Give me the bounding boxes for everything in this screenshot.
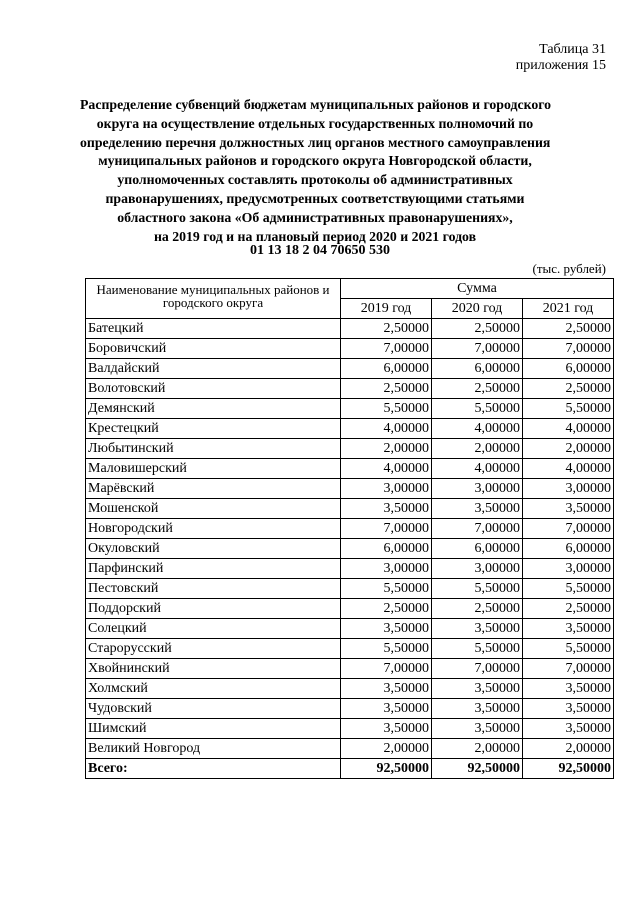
amount-cell-2020: 7,00000 — [432, 339, 523, 359]
title-line: на 2019 год и на плановый период 2020 и 2021 годов — [153, 228, 477, 244]
amount-cell-2020: 2,50000 — [432, 599, 523, 619]
district-name-cell: Пестовский — [86, 579, 341, 599]
title-line: муниципальных районов и городского округа Новгородской области, — [98, 153, 532, 169]
district-name-cell: Валдайский — [86, 359, 341, 379]
total-row — [86, 759, 614, 779]
amount-cell-2021: 3,50000 — [523, 719, 614, 739]
district-name-cell: Марёвский — [86, 479, 341, 499]
table-number: Таблица 31 — [539, 42, 606, 57]
amount-cell-2019: 3,50000 — [341, 499, 432, 519]
district-name-cell: Великий Новгород — [86, 739, 341, 759]
table-row — [86, 559, 614, 579]
table-body — [86, 319, 614, 779]
amount-cell-2020: 2,50000 — [432, 319, 523, 339]
table-row — [86, 659, 614, 679]
amount-cell-2020: 2,50000 — [432, 379, 523, 399]
table-row — [86, 719, 614, 739]
title-line: правонарушениях, предусмотренных соответствующими статьями — [105, 190, 525, 206]
table-row — [86, 339, 614, 359]
district-name-cell: Боровичский — [86, 339, 341, 359]
amount-cell-2021: 2,50000 — [523, 379, 614, 399]
amount-cell-2020: 4,00000 — [432, 419, 523, 439]
amount-cell-2020: 3,50000 — [432, 619, 523, 639]
district-name-cell: Шимский — [86, 719, 341, 739]
amount-cell-2020: 5,50000 — [432, 579, 523, 599]
table-row — [86, 639, 614, 659]
amount-cell-2020: 3,50000 — [432, 719, 523, 739]
amount-cell-2021: 3,50000 — [523, 499, 614, 519]
table-row — [86, 579, 614, 599]
amount-cell-2021: 3,00000 — [523, 559, 614, 579]
amount-cell-2021: 6,00000 — [523, 539, 614, 559]
table-row — [86, 619, 614, 639]
amount-cell-2020: 6,00000 — [432, 539, 523, 559]
table-row — [86, 539, 614, 559]
amount-cell-2021: 4,00000 — [523, 419, 614, 439]
amount-cell-2021: 7,00000 — [523, 659, 614, 679]
district-name-cell: Хвойнинский — [86, 659, 341, 679]
amount-cell-2021: 92,50000 — [523, 759, 614, 779]
amount-cell-2020: 3,00000 — [432, 559, 523, 579]
document-title — [80, 96, 550, 246]
table-row — [86, 379, 614, 399]
amount-cell-2019: 5,50000 — [341, 399, 432, 419]
amount-cell-2020: 7,00000 — [432, 659, 523, 679]
district-name-cell: Солецкий — [86, 619, 341, 639]
year-header-2021: 2021 год — [523, 299, 614, 319]
amount-cell-2021: 6,00000 — [523, 359, 614, 379]
table-row — [86, 679, 614, 699]
table-row — [86, 599, 614, 619]
amount-cell-2020: 2,00000 — [432, 439, 523, 459]
amount-cell-2021: 3,50000 — [523, 699, 614, 719]
district-name-cell: Волотовский — [86, 379, 341, 399]
amount-cell-2019: 2,50000 — [341, 319, 432, 339]
amount-cell-2019: 7,00000 — [341, 339, 432, 359]
amount-cell-2019: 3,50000 — [341, 679, 432, 699]
amount-cell-2019: 3,50000 — [341, 699, 432, 719]
table-row — [86, 479, 614, 499]
table-reference — [516, 42, 606, 74]
amount-cell-2019: 7,00000 — [341, 659, 432, 679]
name-column-header: Наименование муниципальных районов и городского округа — [86, 279, 341, 319]
amount-cell-2021: 2,00000 — [523, 439, 614, 459]
district-name-cell: Поддорский — [86, 599, 341, 619]
amount-cell-2021: 2,50000 — [523, 319, 614, 339]
table-row — [86, 499, 614, 519]
amount-cell-2019: 3,50000 — [341, 619, 432, 639]
table-row — [86, 399, 614, 419]
title-line: округа на осуществление отдельных государственных полномочий по — [96, 115, 534, 131]
amount-cell-2021: 2,00000 — [523, 739, 614, 759]
subvention-table — [85, 278, 614, 779]
title-line: Распределение субвенций бюджетам муниципальных районов и городского — [80, 97, 552, 112]
title-line: областного закона «Об административных правонарушениях», — [117, 209, 513, 225]
district-name-cell: Старорусский — [86, 639, 341, 659]
table-row — [86, 739, 614, 759]
amount-cell-2020: 3,50000 — [432, 699, 523, 719]
district-name-cell: Холмский — [86, 679, 341, 699]
year-header-2019: 2019 год — [341, 299, 432, 319]
amount-cell-2021: 7,00000 — [523, 339, 614, 359]
amount-cell-2019: 2,00000 — [341, 439, 432, 459]
amount-cell-2019: 4,00000 — [341, 459, 432, 479]
amount-cell-2020: 7,00000 — [432, 519, 523, 539]
amount-cell-2021: 5,50000 — [523, 639, 614, 659]
budget-code: 01 13 18 2 04 70650 530 — [250, 243, 390, 258]
amount-cell-2019: 6,00000 — [341, 539, 432, 559]
table-row — [86, 359, 614, 379]
district-name-cell: Парфинский — [86, 559, 341, 579]
amount-cell-2020: 92,50000 — [432, 759, 523, 779]
amount-cell-2019: 4,00000 — [341, 419, 432, 439]
district-name-cell: Крестецкий — [86, 419, 341, 439]
amount-cell-2020: 4,00000 — [432, 459, 523, 479]
amount-cell-2021: 5,50000 — [523, 399, 614, 419]
amount-cell-2019: 6,00000 — [341, 359, 432, 379]
amount-cell-2020: 3,50000 — [432, 499, 523, 519]
year-header-2020: 2020 год — [432, 299, 523, 319]
amount-cell-2019: 3,00000 — [341, 559, 432, 579]
district-name-cell: Новгородский — [86, 519, 341, 539]
district-name-cell: Мошенской — [86, 499, 341, 519]
amount-cell-2019: 2,50000 — [341, 599, 432, 619]
amount-cell-2019: 92,50000 — [341, 759, 432, 779]
appendix-number: приложения 15 — [515, 58, 606, 73]
amount-cell-2019: 2,00000 — [341, 739, 432, 759]
district-name-cell: Маловишерский — [86, 459, 341, 479]
amount-cell-2020: 6,00000 — [432, 359, 523, 379]
title-line: определению перечня должностных лиц органов местного самоуправления — [80, 134, 551, 150]
amount-cell-2021: 7,00000 — [523, 519, 614, 539]
amount-cell-2021: 4,00000 — [523, 459, 614, 479]
table-row — [86, 459, 614, 479]
amount-cell-2019: 7,00000 — [341, 519, 432, 539]
district-name-cell: Батецкий — [86, 319, 341, 339]
title-line: уполномоченных составлять протоколы об административных — [117, 172, 513, 188]
amount-cell-2019: 3,00000 — [341, 479, 432, 499]
amount-cell-2020: 2,00000 — [432, 739, 523, 759]
amount-cell-2019: 3,50000 — [341, 719, 432, 739]
amount-cell-2020: 5,50000 — [432, 639, 523, 659]
district-name-cell: Окуловский — [86, 539, 341, 559]
amount-cell-2019: 5,50000 — [341, 579, 432, 599]
units-label: (тыс. рублей) — [532, 261, 606, 276]
district-name-cell: Демянский — [86, 399, 341, 419]
table-row — [86, 699, 614, 719]
amount-cell-2021: 2,50000 — [523, 599, 614, 619]
amount-cell-2019: 2,50000 — [341, 379, 432, 399]
sum-column-header: Сумма — [341, 279, 614, 299]
table-row — [86, 439, 614, 459]
amount-cell-2021: 3,50000 — [523, 619, 614, 639]
district-name-cell: Чудовский — [86, 699, 341, 719]
amount-cell-2021: 3,00000 — [523, 479, 614, 499]
amount-cell-2019: 5,50000 — [341, 639, 432, 659]
district-name-cell: Любытинский — [86, 439, 341, 459]
table-row — [86, 319, 614, 339]
district-name-cell: Всего: — [86, 759, 341, 779]
amount-cell-2020: 5,50000 — [432, 399, 523, 419]
amount-cell-2021: 3,50000 — [523, 679, 614, 699]
table-row — [86, 419, 614, 439]
amount-cell-2020: 3,00000 — [432, 479, 523, 499]
amount-cell-2020: 3,50000 — [432, 679, 523, 699]
table-row — [86, 519, 614, 539]
amount-cell-2021: 5,50000 — [523, 579, 614, 599]
